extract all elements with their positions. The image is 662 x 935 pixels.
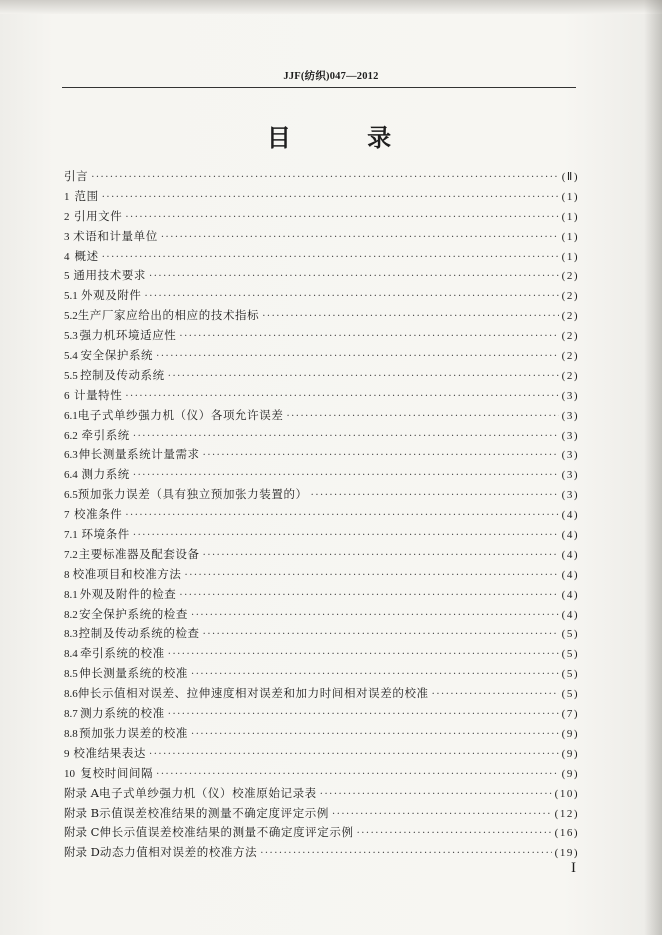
toc-entry-page: (3) [561, 489, 579, 502]
toc-entry-number: 8.6 [64, 688, 78, 701]
toc-entry-title: 伸长示值相对误差、拉伸速度相对误差和加力时间相对误差的校准 [77, 686, 429, 701]
toc-entry-page: (4) [561, 608, 579, 621]
toc-entry[interactable] [64, 545, 579, 565]
toc-entry-title: 强力机环境适应性 [79, 328, 177, 343]
toc-entry[interactable] [64, 227, 579, 247]
toc-entry-page: (4) [561, 529, 579, 542]
toc-leader-dots [91, 168, 559, 188]
toc-entry-number: 附录 A [64, 785, 99, 800]
toc-leader-dots [191, 665, 559, 685]
toc-entry-page: (2) [561, 290, 579, 303]
page-top-edge [0, 0, 662, 14]
toc-entry-page: (12) [554, 807, 579, 820]
toc-entry-title: 校准结果表达 [73, 745, 147, 760]
toc-leader-dots [133, 427, 559, 447]
toc-leader-dots [102, 188, 559, 208]
toc-entry[interactable] [64, 167, 579, 187]
toc-entry-number: 附录 B [64, 805, 100, 820]
toc-entry-title: 引用文件 [73, 208, 123, 223]
toc-entry-page: (5) [561, 668, 579, 681]
toc-leader-dots [179, 327, 558, 347]
toc-entry-title: 主要标准器及配套设备 [78, 546, 200, 561]
toc-entry-page: (1) [561, 250, 579, 263]
toc-entry-title: 概述 [74, 248, 99, 263]
toc-entry-page: (2) [561, 330, 579, 343]
toc-entry-page: (3) [561, 449, 579, 462]
toc-entry[interactable] [64, 764, 579, 784]
toc-leader-dots [161, 228, 559, 248]
toc-entry[interactable] [64, 346, 579, 366]
toc-entry-page: (5) [561, 688, 579, 701]
toc-entry[interactable] [64, 445, 579, 465]
toc-entry-page: (2) [561, 350, 579, 363]
toc-leader-dots [432, 685, 559, 705]
toc-entry[interactable] [64, 505, 579, 525]
toc-leader-dots [357, 824, 552, 844]
toc-entry-number: 6 [64, 389, 70, 402]
toc-entry-title: 生产厂家应给出的相应的技术指标 [77, 308, 260, 323]
toc-entry-title: 术语和计量单位 [73, 228, 158, 243]
toc-entry-number: 7.2 [64, 548, 78, 561]
toc-entry-number: 附录 C [64, 825, 100, 840]
toc-leader-dots [203, 546, 559, 566]
toc-entry-title: 校准项目和校准方法 [72, 566, 182, 581]
toc-entry-page: (4) [561, 588, 579, 601]
toc-entry-title: 安全保护系统的检查 [79, 606, 189, 621]
toc-entry-page: (2) [561, 270, 579, 283]
toc-entry-page: (2) [561, 369, 579, 382]
toc-entry-title: 测力系统的校准 [80, 706, 165, 721]
toc-entry[interactable] [64, 266, 579, 286]
toc-entry-page: (5) [561, 628, 579, 641]
toc-entry-title: 伸长测量系统的校准 [79, 666, 189, 681]
toc-leader-dots [191, 606, 559, 626]
header-rule [62, 87, 576, 88]
toc-entry-page: (19) [554, 847, 579, 860]
toc-entry-number: 8.7 [64, 708, 78, 721]
toc-entry[interactable] [64, 664, 579, 684]
toc-entry-title: 控制及传动系统的检查 [78, 626, 200, 641]
toc-entry[interactable] [64, 585, 579, 605]
toc-entry-page: (10) [554, 787, 579, 800]
toc-entry-number: 4 [64, 250, 70, 263]
toc-entry[interactable] [64, 525, 579, 545]
toc-entry[interactable] [64, 704, 579, 724]
toc-leader-dots [149, 267, 559, 287]
toc-entry-title: 通用技术要求 [73, 268, 147, 283]
page-title: 目 录 [266, 124, 426, 152]
toc-entry-number: 8.4 [64, 648, 78, 661]
toc-leader-dots [156, 765, 559, 785]
toc-entry-title: 预加张力误差的校准 [79, 725, 189, 740]
toc-entry-number: 5 [64, 270, 70, 283]
toc-entry-page: (1) [561, 230, 579, 243]
running-header: JJF(纺织)047—2012 [283, 71, 379, 82]
toc-entry-page: (4) [561, 548, 579, 561]
toc-entry-page: (3) [561, 409, 579, 422]
toc-entry-number: 5.5 [64, 369, 78, 382]
page-number: I [571, 860, 576, 876]
toc-entry-page: (2) [561, 310, 579, 323]
toc-entry-title: 计量特性 [73, 387, 123, 402]
toc-entry-number: 5.4 [64, 350, 78, 363]
toc-entry-number: 8.2 [64, 608, 78, 621]
toc-entry[interactable] [64, 823, 579, 843]
toc-entry-number: 8.8 [64, 727, 78, 740]
toc-leader-dots [191, 725, 559, 745]
toc-entry-title: 伸长测量系统计量需求 [78, 447, 200, 462]
toc-entry-number: 10 [64, 767, 75, 780]
toc-entry-number: 5.3 [64, 330, 78, 343]
toc-leader-dots [125, 208, 558, 228]
toc-entry-title: 示值误差校准结果的测量不确定度评定示例 [99, 805, 330, 820]
toc-entry-number: 8 [64, 568, 70, 581]
table-of-contents [64, 167, 579, 863]
toc-entry-page: (7) [561, 708, 579, 721]
toc-entry-page: (9) [561, 727, 579, 740]
toc-entry[interactable] [64, 386, 579, 406]
toc-entry-page: (9) [561, 747, 579, 760]
toc-leader-dots [185, 566, 559, 586]
toc-entry-title: 范围 [74, 188, 99, 203]
toc-entry[interactable] [64, 565, 579, 585]
toc-entry[interactable] [64, 804, 579, 824]
toc-leader-dots [133, 526, 559, 546]
toc-entry-number: 8.5 [64, 668, 78, 681]
toc-entry-title: 控制及传动系统 [80, 367, 165, 382]
toc-entry-number: 6.1 [64, 409, 78, 422]
toc-leader-dots [168, 645, 559, 665]
toc-entry-title: 环境条件 [81, 527, 130, 542]
toc-entry-page: (5) [561, 648, 579, 661]
toc-entry-title: 牵引系统的校准 [80, 646, 165, 661]
toc-entry-number: 6.2 [64, 429, 78, 442]
toc-entry-page: (Ⅱ) [561, 171, 579, 183]
toc-leader-dots [320, 785, 552, 805]
toc-leader-dots [133, 466, 559, 486]
toc-entry-number: 5.2 [64, 310, 78, 323]
toc-entry-title: 动态力值相对误差的校准方法 [99, 845, 258, 860]
toc-entry-page: (4) [561, 509, 579, 522]
toc-entry-title: 外观及附件的检查 [79, 586, 177, 601]
toc-entry[interactable] [64, 784, 579, 804]
toc-entry-number: 8.1 [64, 588, 78, 601]
toc-entry[interactable] [64, 326, 579, 346]
toc-entry-title: 电子式单纱强力机（仪）校准原始记录表 [98, 785, 317, 800]
toc-entry-number: 3 [64, 230, 70, 243]
toc-leader-dots [311, 486, 559, 506]
toc-entry-title: 引言 [64, 169, 89, 183]
toc-entry-page: (4) [561, 568, 579, 581]
toc-entry-title: 电子式单纱强力机（仪）各项允许误差 [77, 407, 284, 422]
toc-leader-dots [286, 407, 558, 427]
toc-entry-title: 牵引系统 [81, 427, 130, 442]
toc-entry-number: 6.4 [64, 469, 78, 482]
toc-leader-dots [203, 625, 559, 645]
toc-entry-page: (1) [561, 210, 579, 223]
toc-entry-number: 2 [64, 210, 70, 223]
toc-entry[interactable] [64, 624, 579, 644]
toc-leader-dots [125, 506, 558, 526]
toc-entry-title: 预加张力误差（具有独立预加张力装置的） [77, 487, 308, 502]
toc-entry-page: (3) [561, 469, 579, 482]
toc-entry-number: 1 [64, 190, 70, 203]
toc-entry-title: 复校时间间隔 [80, 765, 154, 780]
toc-entry-number: 附录 D [64, 845, 100, 860]
toc-entry-title: 伸长示值误差校准结果的测量不确定度评定示例 [99, 825, 354, 840]
toc-entry[interactable] [64, 605, 579, 625]
toc-entry[interactable] [64, 744, 579, 764]
toc-entry-number: 8.3 [64, 628, 78, 641]
toc-entry-number: 7.1 [64, 529, 78, 542]
toc-entry[interactable] [64, 485, 579, 505]
toc-entry-title: 外观及附件 [81, 288, 142, 303]
toc-entry-page: (1) [561, 190, 579, 203]
toc-entry-page: (16) [554, 827, 579, 840]
toc-entry[interactable] [64, 684, 579, 704]
toc-entry[interactable] [64, 465, 579, 485]
toc-leader-dots [168, 705, 559, 725]
toc-leader-dots [149, 745, 559, 765]
toc-entry[interactable] [64, 644, 579, 664]
toc-entry[interactable] [64, 306, 579, 326]
toc-entry-page: (3) [561, 389, 579, 402]
toc-leader-dots [179, 586, 558, 606]
toc-entry-title: 测力系统 [81, 467, 130, 482]
toc-entry[interactable] [64, 207, 579, 227]
toc-leader-dots [203, 446, 559, 466]
toc-leader-dots [102, 248, 559, 268]
toc-entry-page: (9) [561, 767, 579, 780]
toc-entry-number: 6.3 [64, 449, 78, 462]
toc-entry-page: (3) [561, 429, 579, 442]
toc-entry-number: 6.5 [64, 489, 78, 502]
toc-entry-number: 7 [64, 509, 70, 522]
toc-leader-dots [156, 347, 559, 367]
toc-entry[interactable] [64, 286, 579, 306]
toc-entry[interactable] [64, 187, 579, 207]
toc-leader-dots [262, 307, 558, 327]
toc-leader-dots [145, 287, 559, 307]
toc-entry-number: 5.1 [64, 290, 78, 303]
toc-leader-dots [168, 367, 559, 387]
toc-entry[interactable] [64, 426, 579, 446]
toc-entry[interactable] [64, 406, 579, 426]
toc-entry-title: 安全保护系统 [80, 348, 154, 363]
toc-entry[interactable] [64, 247, 579, 267]
toc-leader-dots [125, 387, 558, 407]
toc-entry[interactable] [64, 724, 579, 744]
toc-entry-title: 校准条件 [73, 507, 123, 522]
toc-entry-number: 9 [64, 747, 70, 760]
toc-leader-dots [332, 805, 552, 825]
toc-entry[interactable] [64, 366, 579, 386]
